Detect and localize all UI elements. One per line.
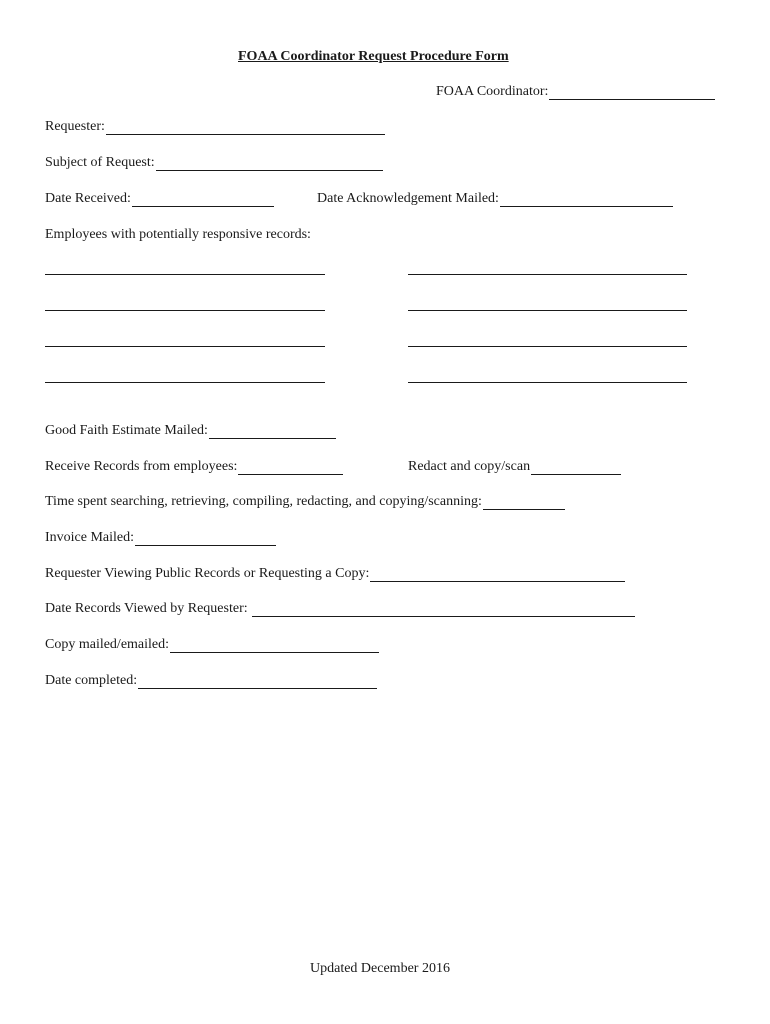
employee-line-7[interactable]: [45, 382, 325, 383]
invoice-blank[interactable]: [135, 532, 276, 546]
employee-line-8[interactable]: [408, 382, 687, 383]
employee-line-3[interactable]: [45, 310, 325, 311]
time-spent-blank[interactable]: [483, 496, 565, 510]
viewing-blank[interactable]: [370, 568, 625, 582]
subject-label: Subject of Request:: [45, 155, 155, 170]
viewing-label: Requester Viewing Public Records or Requesting a Copy:: [45, 566, 370, 581]
receive-records-blank[interactable]: [238, 461, 343, 475]
redact-field[interactable]: [408, 459, 621, 475]
employees-label: Employees with potentially responsive records:: [45, 227, 311, 242]
receive-records-label: Receive Records from employees:: [45, 459, 238, 474]
subject-field[interactable]: [45, 155, 383, 171]
redact-label: Redact and copy/scan: [408, 459, 531, 474]
time-spent-field[interactable]: [45, 494, 565, 510]
copy-mailed-blank[interactable]: [170, 639, 379, 653]
viewing-field[interactable]: [45, 566, 625, 582]
redact-blank[interactable]: [531, 461, 621, 475]
time-spent-label: Time spent searching, retrieving, compiling, redacting, and copying/scanning:: [45, 494, 482, 509]
good-faith-blank[interactable]: [209, 425, 336, 439]
good-faith-field[interactable]: [45, 423, 336, 439]
requester-label: Requester:: [45, 119, 105, 134]
date-received-field[interactable]: [45, 191, 274, 207]
date-viewed-blank[interactable]: [252, 603, 635, 617]
good-faith-label: Good Faith Estimate Mailed:: [45, 423, 208, 438]
requester-field[interactable]: [45, 119, 385, 135]
date-received-label: Date Received:: [45, 191, 131, 206]
receive-records-field[interactable]: [45, 459, 343, 475]
date-completed-field[interactable]: [45, 673, 377, 689]
date-ack-label: Date Acknowledgement Mailed:: [317, 191, 499, 206]
date-ack-field[interactable]: [317, 191, 673, 207]
coordinator-field[interactable]: [436, 84, 715, 100]
employee-line-1[interactable]: [45, 274, 325, 275]
date-completed-label: Date completed:: [45, 673, 138, 688]
date-viewed-field[interactable]: [45, 601, 635, 617]
employee-line-5[interactable]: [45, 346, 325, 347]
coordinator-label: FOAA Coordinator:: [436, 84, 549, 99]
date-completed-blank[interactable]: [138, 675, 377, 689]
date-received-blank[interactable]: [132, 193, 274, 207]
form-title: FOAA Coordinator Request Procedure Form: [238, 49, 509, 64]
employee-line-4[interactable]: [408, 310, 687, 311]
subject-blank[interactable]: [156, 157, 383, 171]
invoice-label: Invoice Mailed:: [45, 530, 135, 545]
invoice-field[interactable]: [45, 530, 276, 546]
employee-line-6[interactable]: [408, 346, 687, 347]
footer-updated: Updated December 2016: [310, 961, 450, 976]
employee-line-2[interactable]: [408, 274, 687, 275]
coordinator-blank[interactable]: [549, 86, 715, 100]
copy-mailed-field[interactable]: [45, 637, 379, 653]
date-ack-blank[interactable]: [500, 193, 673, 207]
copy-mailed-label: Copy mailed/emailed:: [45, 637, 170, 652]
date-viewed-label: Date Records Viewed by Requester:: [45, 601, 252, 616]
requester-blank[interactable]: [106, 121, 385, 135]
